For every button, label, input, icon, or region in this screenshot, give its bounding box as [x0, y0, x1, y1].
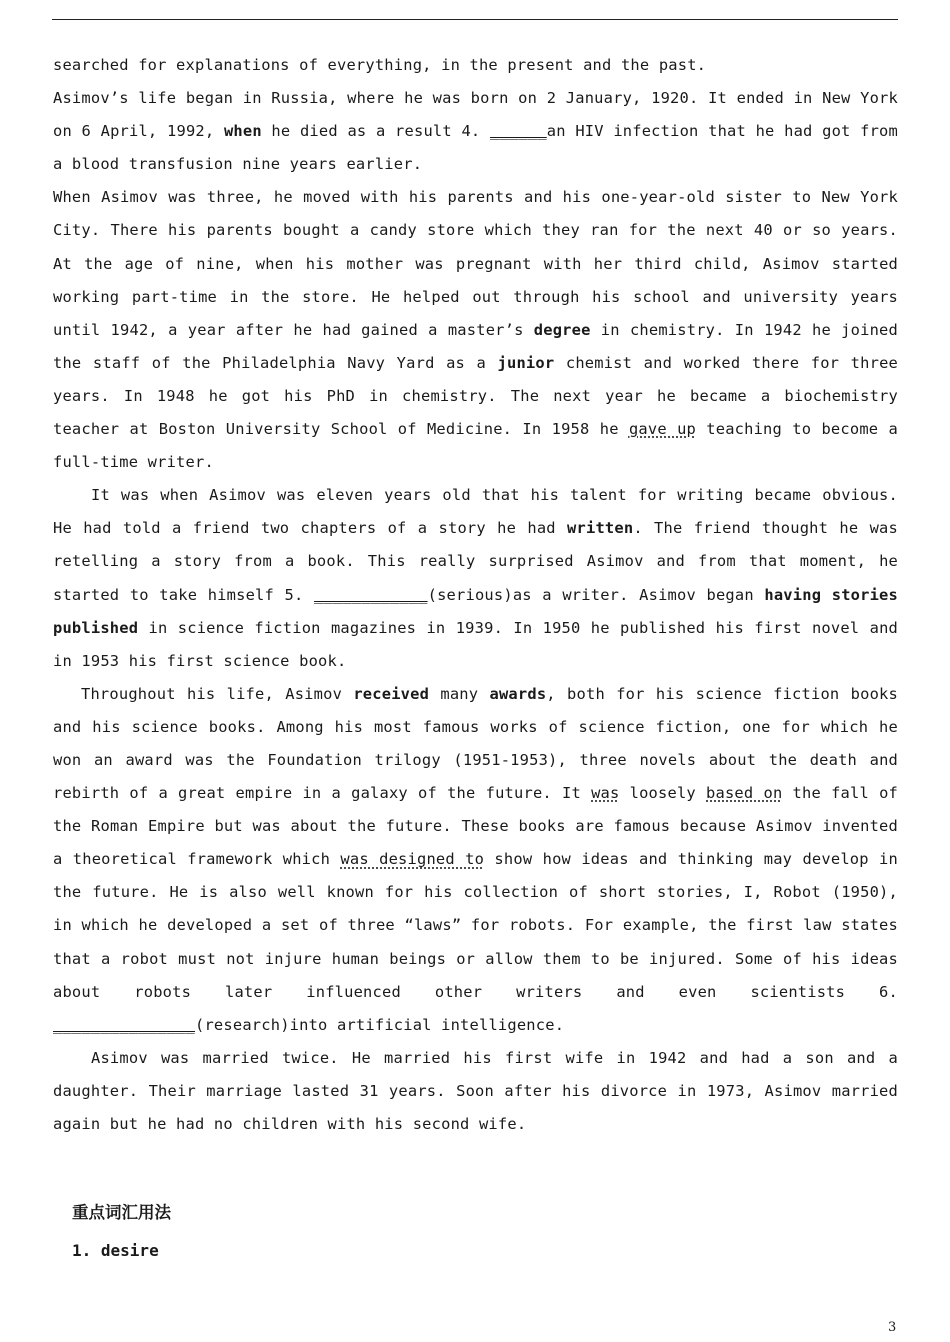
phrase-gave-up: gave up: [628, 420, 696, 439]
article-body: [53, 49, 898, 1141]
vocab-item-1: 1. desire: [72, 1241, 159, 1260]
header-rule: [52, 19, 898, 20]
keyword-having-stories-published: having stories published: [53, 585, 898, 637]
keyword-awards: awards: [489, 684, 547, 703]
keyword-when: when: [223, 122, 262, 141]
phrase-based-on: based on: [706, 784, 783, 803]
paragraph-3: It was when Asimov was eleven years old that his talent for writing became obvious. He had told a friend two chapters of a story he had written. The friend thought he was retelling a story from a book. This really surprised Asimov and from that moment, he started to take himself 5. ____________(serious)as a writer. Asimov began having stories published in science fiction magazines in 1939. In 1950 he published his first novel and in 1953 his first science book.: [53, 486, 898, 670]
blank-5[interactable]: ____________: [314, 585, 428, 604]
page-number: 3: [888, 1320, 897, 1335]
paragraph-1: Asimov’s life began in Russia, where he was born on 2 January, 1920. It ended in New York on 6 April, 1992, when he died as a result 4. ______an HIV infection that he had got from a blood transfusion nine years earlier.: [53, 89, 898, 174]
blank-6[interactable]: _______________: [53, 1015, 195, 1034]
keyword-received: received: [353, 684, 430, 703]
section-title: 重点词汇用法: [72, 1203, 171, 1222]
blank-4[interactable]: ______: [489, 122, 547, 141]
keyword-degree: degree: [533, 320, 591, 339]
paragraph-2: When Asimov was three, he moved with his parents and his one-year-old sister to New York City. There his parents bought a candy store which they ran for the next 40 or so years. At the age of nine, when his mother was pregnant with her third child, Asimov started working part-time in the store. He helped out through his school and university years until 1942, a year after he had gained a master’s degree in chemistry. In 1942 he joined the staff of the Philadelphia Navy Yard as a junior chemist and worked there for three years. In 1948 he got his PhD in chemistry. The next year he became a biochemistry teacher at Boston University School of Medicine. In 1958 he gave up teaching to become a full-time writer.: [53, 188, 899, 472]
paragraph-5: Asimov was married twice. He married his first wife in 1942 and had a son and a daughter. Their marriage lasted 31 years. Soon after his divorce in 1973, Asimov married again but he had no children with his second wife.: [53, 1048, 898, 1133]
phrase-was: was: [591, 784, 620, 803]
phrase-was-designed-to: was designed to: [340, 850, 485, 869]
paragraph-0: searched for explanations of everything, in the present and the past.: [53, 56, 707, 74]
keyword-written: written: [567, 519, 634, 538]
paragraph-4: Throughout his life, Asimov received many awards, both for his science fiction books and his science books. Among his most famous works of science fiction, one for which he won an award was the Foundation trilogy (1951-1953), three novels about the death and rebirth of a great empire in a galaxy of the future. It was loosely based on the fall of the Roman Empire but was about the future. These books are famous because Asimov invented a theoretical framework which was designed to show how ideas and thinking may develop in the future. He is also well known for his collection of short stories, I, Robot (1950), in which he developed a set of three “laws” for robots. For example, the first law states that a robot must not injure human beings or allow them to be injured. Some of his ideas about robots later influenced other writers and even scientists 6. _______________(research)into artificial intelligence.: [53, 684, 899, 1034]
keyword-junior: junior: [497, 353, 555, 372]
